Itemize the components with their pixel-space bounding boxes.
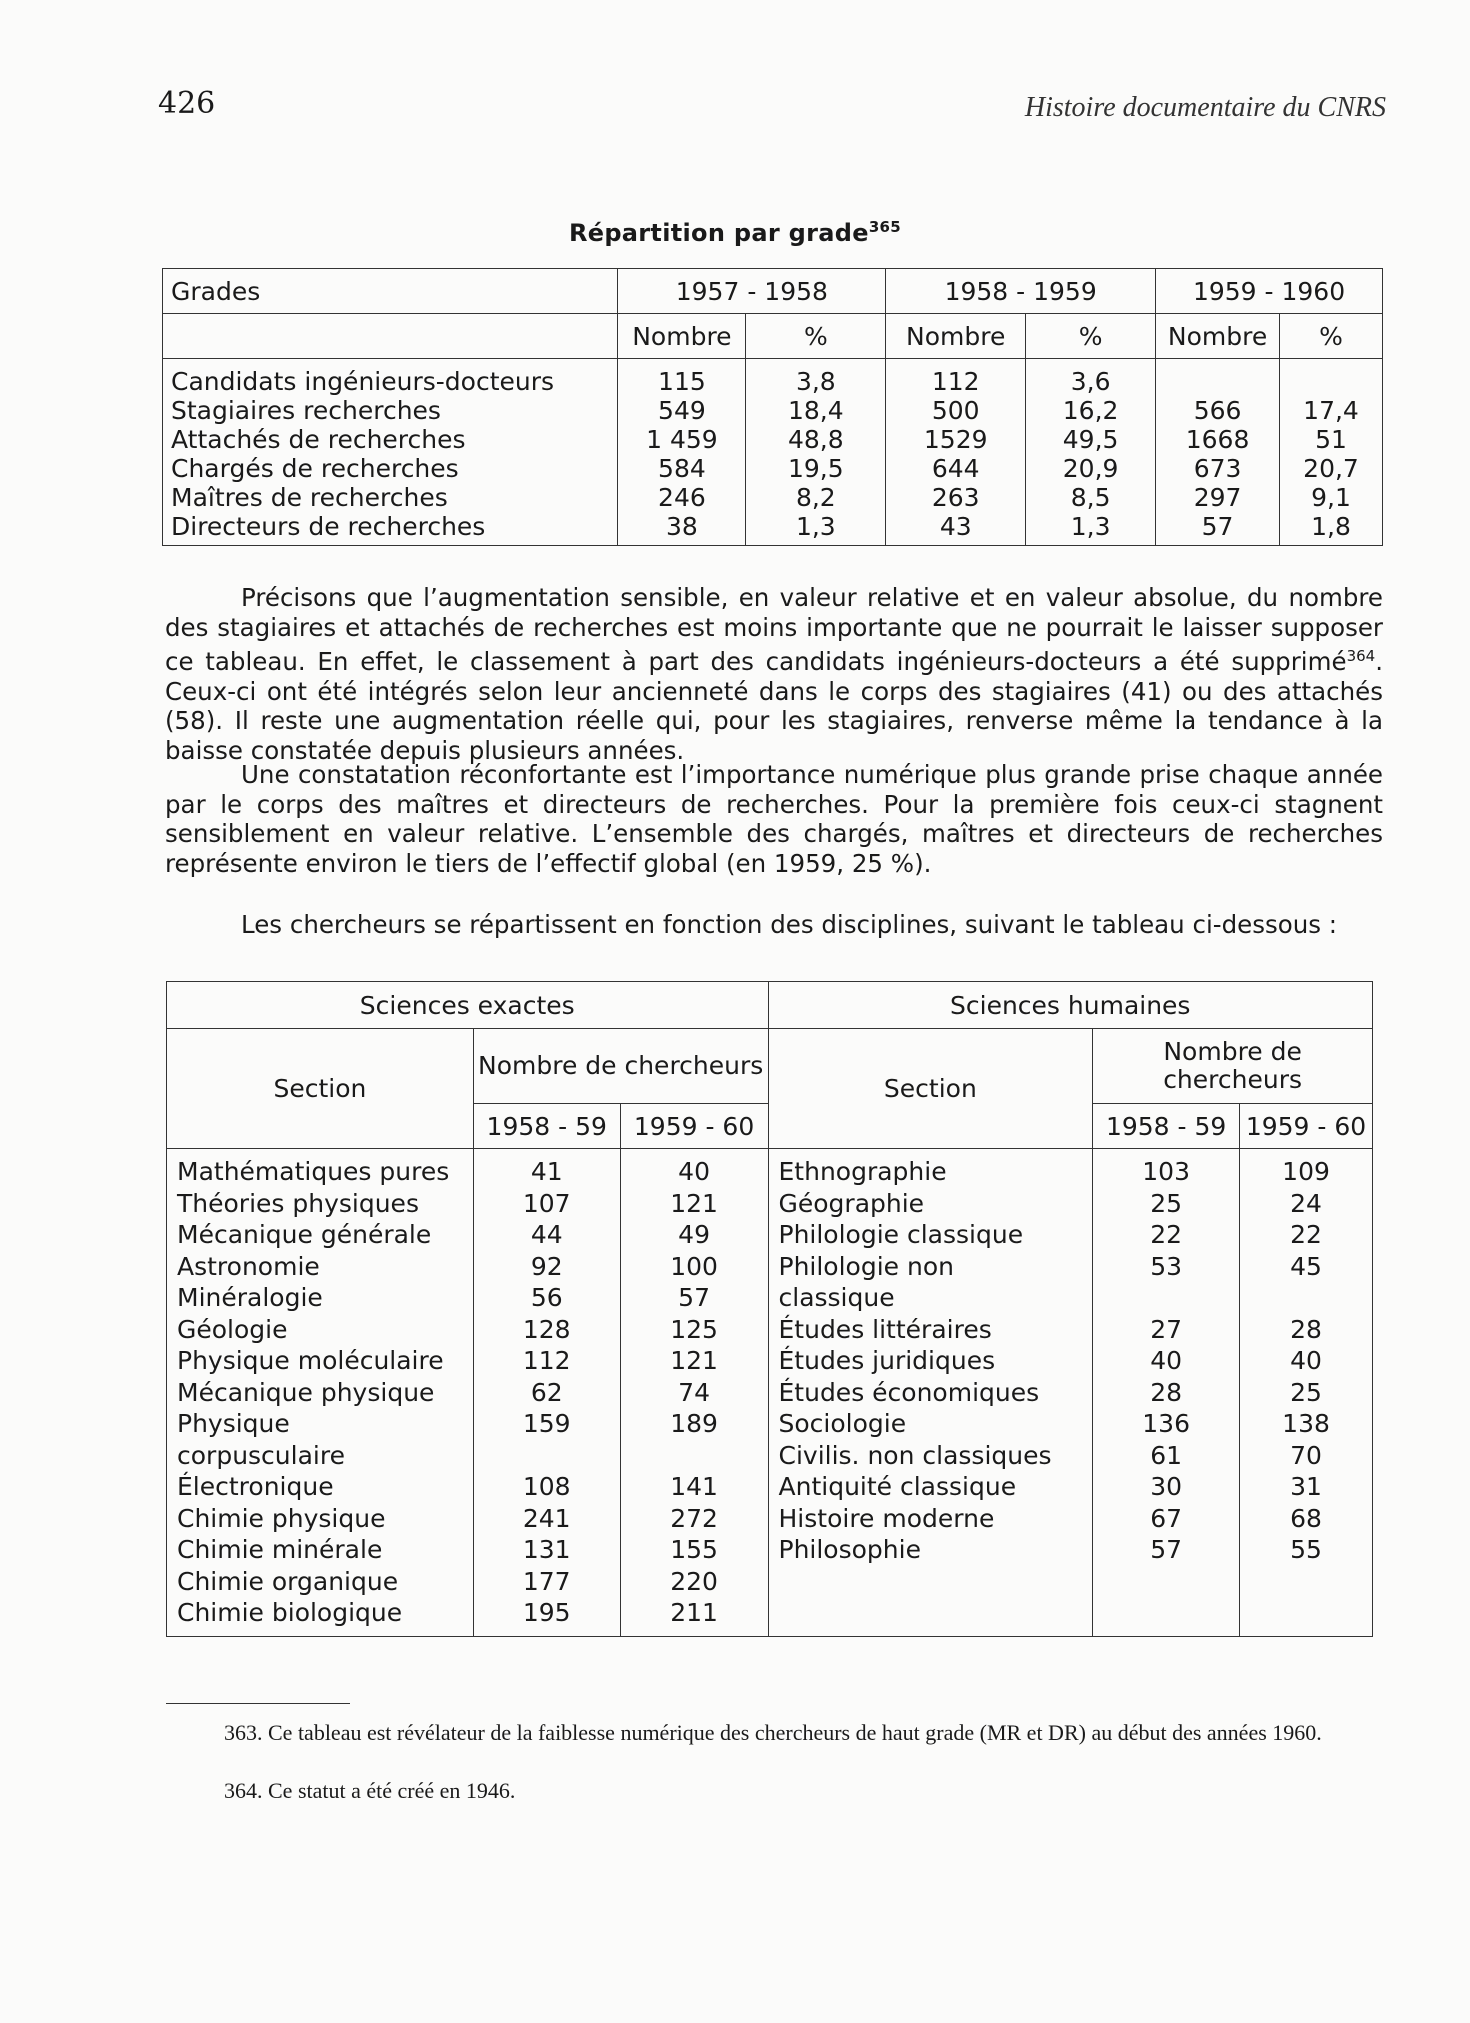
count-1959-60: 40 <box>1240 1345 1373 1377</box>
table-row <box>167 1597 1373 1636</box>
grade-label: Attachés de recherches <box>163 425 618 454</box>
section-exacte: Physique <box>167 1408 474 1440</box>
grade-count: 1 459 <box>618 425 746 454</box>
period-header: 1958 - 1959 <box>886 269 1156 314</box>
grade-count: 566 <box>1156 396 1280 425</box>
count-1958-59 <box>1093 1282 1240 1314</box>
table-row <box>167 1377 1373 1409</box>
page-number: 426 <box>158 86 216 121</box>
count-1959-60: 22 <box>1240 1219 1373 1251</box>
count-1959-60: 45 <box>1240 1251 1373 1283</box>
table-row <box>167 1566 1373 1598</box>
count-1959-60: 121 <box>620 1345 768 1377</box>
period-header: 1959 - 1960 <box>1156 269 1383 314</box>
table-row <box>163 483 1383 512</box>
discipline-table-body <box>167 1149 1373 1637</box>
section-exacte: Minéralogie <box>167 1282 474 1314</box>
footnote-rule <box>166 1703 350 1704</box>
count-1958-59: 61 <box>1093 1440 1240 1472</box>
table-row <box>167 1534 1373 1566</box>
table-row <box>167 1471 1373 1503</box>
table1-title-text: Répartition par grade <box>568 219 869 247</box>
count-1959-60: 28 <box>1240 1314 1373 1346</box>
section-exacte: Théories physiques <box>167 1188 474 1220</box>
count-1959-60: 24 <box>1240 1188 1373 1220</box>
grade-percent: 48,8 <box>746 425 886 454</box>
grade-count: 673 <box>1156 454 1280 483</box>
count-1959-60: 25 <box>1240 1377 1373 1409</box>
count-1959-60: 70 <box>1240 1440 1373 1472</box>
col-section: Section <box>768 1029 1093 1149</box>
grade-percent: 1,8 <box>1280 512 1383 546</box>
grade-count: 57 <box>1156 512 1280 546</box>
count-1958-59 <box>1093 1566 1240 1598</box>
grade-percent: 51 <box>1280 425 1383 454</box>
grade-percent: 20,7 <box>1280 454 1383 483</box>
table-row <box>167 1149 1373 1188</box>
table-row <box>167 1440 1373 1472</box>
col-nombre: Nombre de chercheurs <box>473 1029 768 1104</box>
grade-count: 115 <box>618 359 746 397</box>
section-humaine: Géographie <box>768 1188 1093 1220</box>
table-row <box>167 1503 1373 1535</box>
section-exacte: Mathématiques pures <box>167 1149 474 1188</box>
sub-pct: % <box>1026 314 1156 359</box>
count-1958-59: 56 <box>473 1282 620 1314</box>
count-1959-60: 121 <box>620 1188 768 1220</box>
footnote-ref-364: 364 <box>1346 647 1376 665</box>
section-exacte: Mécanique physique <box>167 1377 474 1409</box>
grade-count: 500 <box>886 396 1026 425</box>
section-exacte: Chimie physique <box>167 1503 474 1535</box>
paragraph-3: Les chercheurs se répartissent en fonction des disciplines, suivant le tableau ci-dessous : <box>241 910 1338 939</box>
count-1959-60 <box>1240 1566 1373 1598</box>
count-1958-59 <box>473 1440 620 1472</box>
sub-nombre: Nombre <box>886 314 1026 359</box>
section-humaine: Histoire moderne <box>768 1503 1093 1535</box>
table-row <box>167 1188 1373 1220</box>
section-exacte: Géologie <box>167 1314 474 1346</box>
table-row <box>167 1314 1373 1346</box>
grade-percent: 18,4 <box>746 396 886 425</box>
grade-count: 297 <box>1156 483 1280 512</box>
sub-nombre: Nombre <box>618 314 746 359</box>
count-1958-59: 41 <box>473 1149 620 1188</box>
section-humaine: Philologie non <box>768 1251 1093 1283</box>
discipline-table <box>166 981 1373 1637</box>
count-1959-60: 109 <box>1240 1149 1373 1188</box>
grade-percent: 16,2 <box>1026 396 1156 425</box>
count-1958-59: 57 <box>1093 1534 1240 1566</box>
paragraph-2: Une constatation réconfortante est l’importance numérique plus grande prise chaque année par le corps des maîtres et directeurs de recherches. Pour la première fois ceux-ci stagnent sensiblement en valeur relative. L’ensemble des chargés, maîtres et directeurs de recherches représente environ le tiers de l’effectif global (en 1959, 25 %). <box>165 760 1383 878</box>
section-exacte: Chimie organique <box>167 1566 474 1598</box>
count-1959-60: 68 <box>1240 1503 1373 1535</box>
section-exacte: Astronomie <box>167 1251 474 1283</box>
count-1959-60: 220 <box>620 1566 768 1598</box>
year-header: 1958 - 59 <box>473 1104 620 1149</box>
grade-percent: 3,6 <box>1026 359 1156 397</box>
count-1959-60: 74 <box>620 1377 768 1409</box>
grade-table <box>162 268 1383 546</box>
grade-percent: 8,5 <box>1026 483 1156 512</box>
grade-percent: 1,3 <box>1026 512 1156 546</box>
group-sciences-humaines: Sciences humaines <box>768 982 1373 1029</box>
section-humaine: Études économiques <box>768 1377 1093 1409</box>
grade-label: Candidats ingénieurs-docteurs <box>163 359 618 397</box>
section-humaine: Études littéraires <box>768 1314 1093 1346</box>
section-exacte: Physique moléculaire <box>167 1345 474 1377</box>
grade-percent: 20,9 <box>1026 454 1156 483</box>
footnote-ref-365: 365 <box>868 218 902 236</box>
table-row <box>163 396 1383 425</box>
grade-percent: 9,1 <box>1280 483 1383 512</box>
count-1959-60: 55 <box>1240 1534 1373 1566</box>
count-1958-59: 131 <box>473 1534 620 1566</box>
section-exacte: Chimie biologique <box>167 1597 474 1636</box>
count-1958-59: 25 <box>1093 1188 1240 1220</box>
count-1959-60: 272 <box>620 1503 768 1535</box>
grade-count: 43 <box>886 512 1026 546</box>
table-row <box>163 359 1383 397</box>
table1-title <box>0 218 1470 247</box>
grade-count <box>1156 359 1280 397</box>
section-humaine: Études juridiques <box>768 1345 1093 1377</box>
count-1958-59: 177 <box>473 1566 620 1598</box>
col-nombre: Nombre de chercheurs <box>1093 1029 1373 1104</box>
count-1959-60: 211 <box>620 1597 768 1636</box>
section-humaine: Civilis. non classiques <box>768 1440 1093 1472</box>
section-humaine: classique <box>768 1282 1093 1314</box>
count-1959-60: 189 <box>620 1408 768 1440</box>
grade-percent: 1,3 <box>746 512 886 546</box>
count-1958-59: 44 <box>473 1219 620 1251</box>
count-1959-60: 141 <box>620 1471 768 1503</box>
section-humaine: Antiquité classique <box>768 1471 1093 1503</box>
grade-count: 112 <box>886 359 1026 397</box>
section-humaine <box>768 1566 1093 1598</box>
count-1958-59: 241 <box>473 1503 620 1535</box>
section-exacte: Électronique <box>167 1471 474 1503</box>
section-humaine: Sociologie <box>768 1408 1093 1440</box>
running-title: Histoire documentaire du CNRS <box>1024 92 1386 123</box>
count-1959-60: 57 <box>620 1282 768 1314</box>
table-row <box>167 1282 1373 1314</box>
footnote-364: 364. Ce statut a été créé en 1946. <box>224 1778 516 1803</box>
section-exacte: Chimie minérale <box>167 1534 474 1566</box>
count-1958-59: 53 <box>1093 1251 1240 1283</box>
count-1959-60 <box>620 1440 768 1472</box>
count-1958-59: 103 <box>1093 1149 1240 1188</box>
paragraph-1b: . Ceux-ci ont été intégrés selon leur ancienneté dans le corps des stagiaires (41) ou des attachés (58). Il reste une augmentation réelle qui, pour les stagiaires, renverse même la tendance à la baisse constatée depuis plusieurs années. <box>165 647 1383 765</box>
grade-count: 584 <box>618 454 746 483</box>
year-header: 1959 - 60 <box>1240 1104 1373 1149</box>
section-humaine: Philosophie <box>768 1534 1093 1566</box>
grade-count: 644 <box>886 454 1026 483</box>
count-1958-59: 107 <box>473 1188 620 1220</box>
table-row <box>167 1251 1373 1283</box>
group-sciences-exactes: Sciences exactes <box>167 982 769 1029</box>
grade-percent: 17,4 <box>1280 396 1383 425</box>
count-1958-59: 28 <box>1093 1377 1240 1409</box>
grade-count: 1668 <box>1156 425 1280 454</box>
count-1959-60 <box>1240 1282 1373 1314</box>
count-1959-60: 31 <box>1240 1471 1373 1503</box>
grade-count: 549 <box>618 396 746 425</box>
grade-percent: 49,5 <box>1026 425 1156 454</box>
count-1959-60: 100 <box>620 1251 768 1283</box>
count-1958-59: 108 <box>473 1471 620 1503</box>
grade-label: Chargés de recherches <box>163 454 618 483</box>
count-1958-59: 128 <box>473 1314 620 1346</box>
grade-count: 246 <box>618 483 746 512</box>
grade-count: 1529 <box>886 425 1026 454</box>
empty-header <box>163 314 618 359</box>
section-humaine <box>768 1597 1093 1636</box>
grade-label: Maîtres de recherches <box>163 483 618 512</box>
count-1959-60 <box>1240 1597 1373 1636</box>
grade-label: Directeurs de recherches <box>163 512 618 546</box>
paragraph-1 <box>165 583 1383 765</box>
count-1958-59: 22 <box>1093 1219 1240 1251</box>
col-grades: Grades <box>163 269 618 314</box>
table-row <box>163 425 1383 454</box>
count-1958-59 <box>1093 1597 1240 1636</box>
count-1958-59: 40 <box>1093 1345 1240 1377</box>
grade-percent: 3,8 <box>746 359 886 397</box>
count-1959-60: 125 <box>620 1314 768 1346</box>
count-1959-60: 40 <box>620 1149 768 1188</box>
count-1958-59: 112 <box>473 1345 620 1377</box>
footnote-363: 363. Ce tableau est révélateur de la faiblesse numérique des chercheurs de haut grade (MR et DR) au début des années 1960. <box>224 1720 1322 1745</box>
grade-table-body <box>163 359 1383 546</box>
sub-pct: % <box>1280 314 1383 359</box>
section-humaine: Ethnographie <box>768 1149 1093 1188</box>
grade-count: 263 <box>886 483 1026 512</box>
count-1959-60: 155 <box>620 1534 768 1566</box>
section-exacte: corpusculaire <box>167 1440 474 1472</box>
count-1958-59: 195 <box>473 1597 620 1636</box>
count-1959-60: 138 <box>1240 1408 1373 1440</box>
count-1958-59: 62 <box>473 1377 620 1409</box>
table-row <box>167 1408 1373 1440</box>
table-row <box>163 454 1383 483</box>
count-1958-59: 27 <box>1093 1314 1240 1346</box>
section-humaine: Philologie classique <box>768 1219 1093 1251</box>
count-1959-60: 49 <box>620 1219 768 1251</box>
count-1958-59: 92 <box>473 1251 620 1283</box>
table-row <box>163 512 1383 546</box>
col-section: Section <box>167 1029 474 1149</box>
table-row <box>167 1345 1373 1377</box>
count-1958-59: 159 <box>473 1408 620 1440</box>
table-row <box>167 1219 1373 1251</box>
count-1958-59: 67 <box>1093 1503 1240 1535</box>
grade-label: Stagiaires recherches <box>163 396 618 425</box>
sub-nombre: Nombre <box>1156 314 1280 359</box>
grade-percent: 8,2 <box>746 483 886 512</box>
count-1958-59: 136 <box>1093 1408 1240 1440</box>
grade-percent <box>1280 359 1383 397</box>
sub-pct: % <box>746 314 886 359</box>
grade-count: 38 <box>618 512 746 546</box>
count-1958-59: 30 <box>1093 1471 1240 1503</box>
grade-percent: 19,5 <box>746 454 886 483</box>
paragraph-1a: Précisons que l’augmentation sensible, en valeur relative et en valeur absolue, du nombre des stagiaires et attachés de recherches est moins importante que ne pourrait le laisser supposer ce tableau. En effet, le classement à part des candidats ingénieurs-docteurs a été supprimé <box>165 583 1383 677</box>
period-header: 1957 - 1958 <box>618 269 886 314</box>
year-header: 1959 - 60 <box>620 1104 768 1149</box>
section-exacte: Mécanique générale <box>167 1219 474 1251</box>
year-header: 1958 - 59 <box>1093 1104 1240 1149</box>
